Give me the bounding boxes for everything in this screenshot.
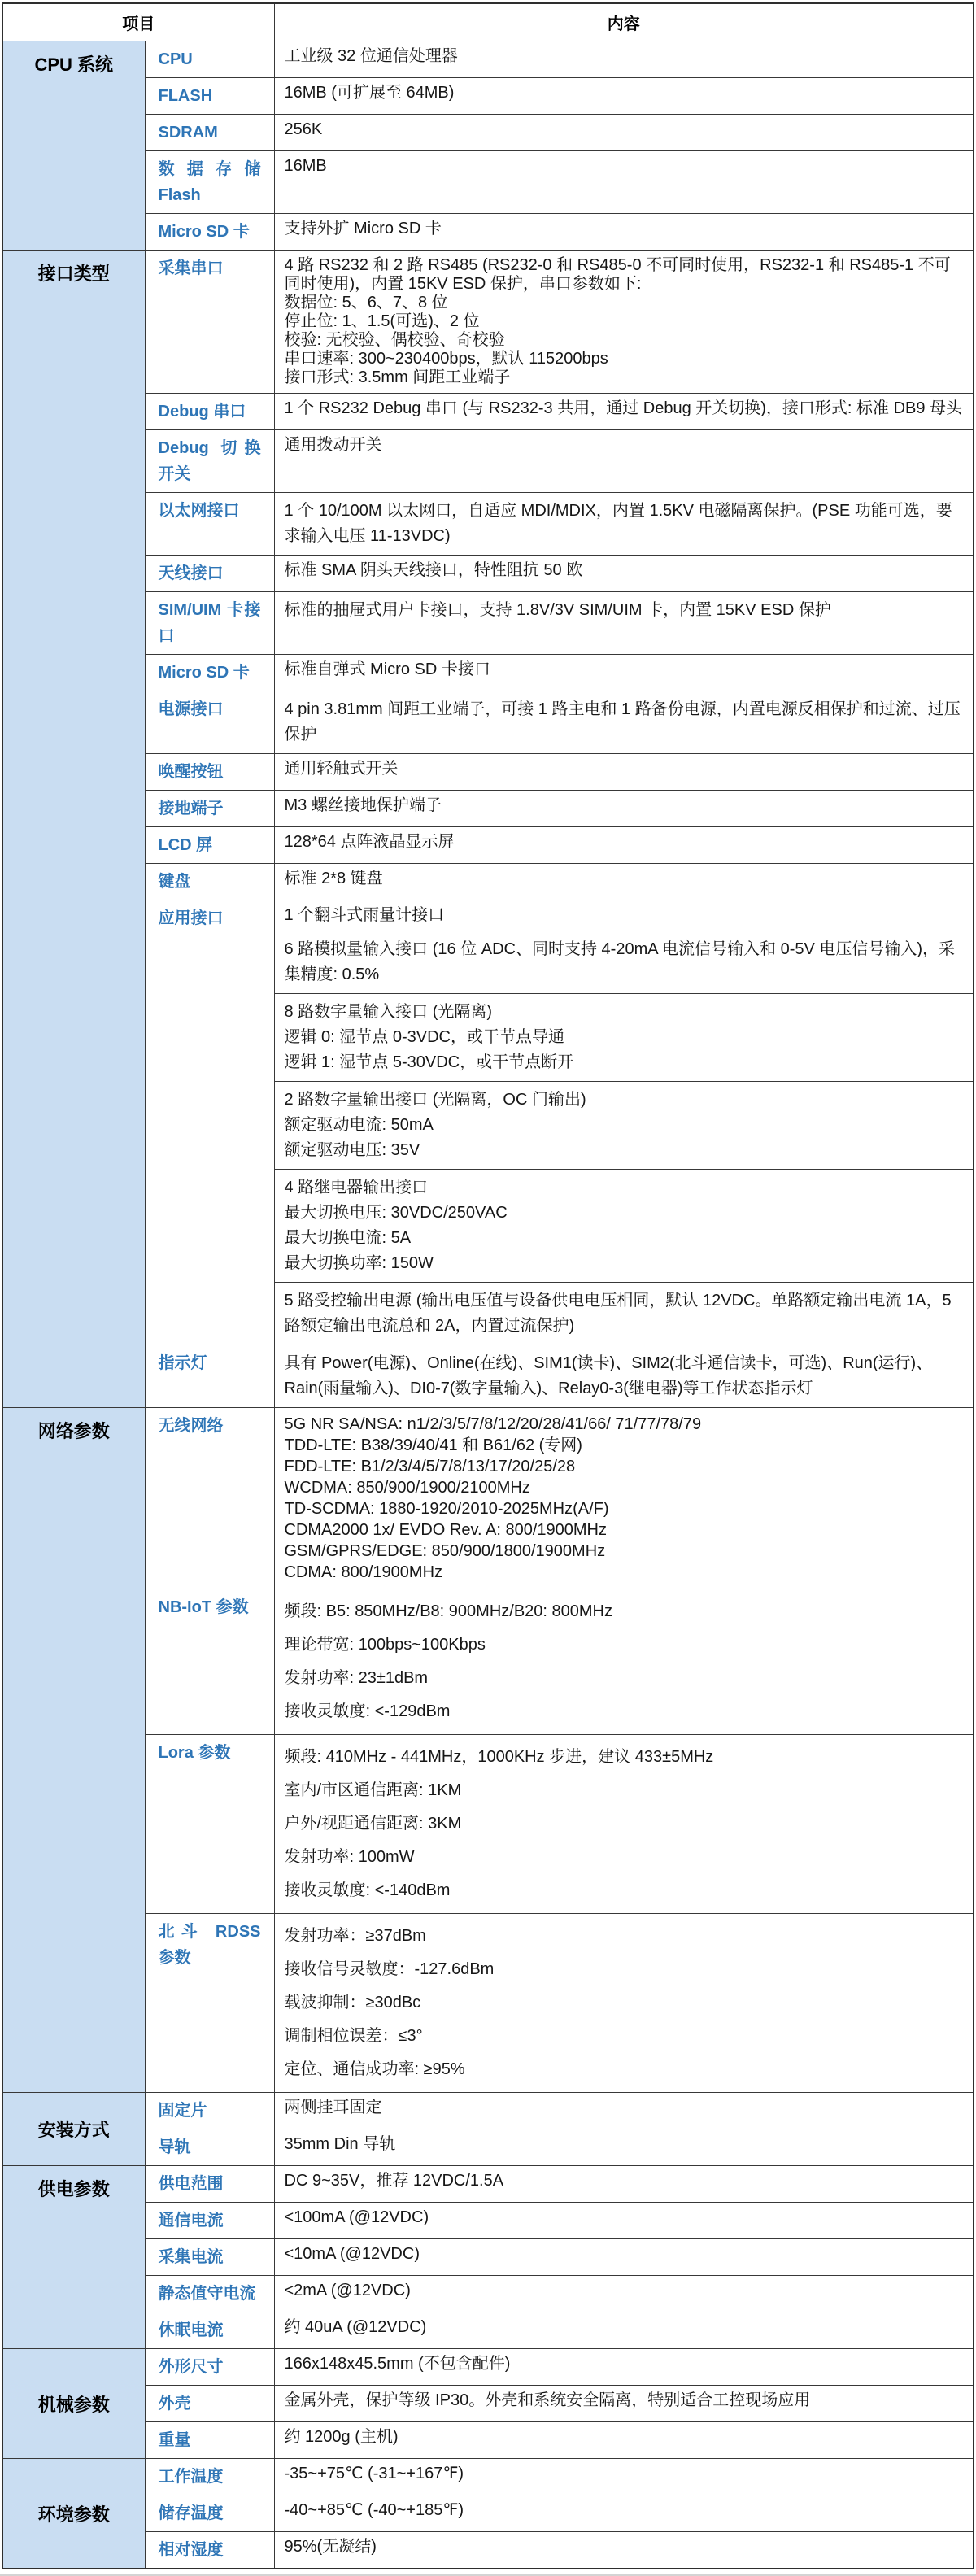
spec-label: 指示灯 <box>145 1345 274 1408</box>
spec-content-cell <box>274 2203 974 2239</box>
spec-line: 接口形式: 3.5mm 间距工业端子 <box>284 368 511 386</box>
spec-label: Debug 串口 <box>145 394 274 430</box>
spec-row <box>2 2386 974 2422</box>
spec-line: CDMA: 800/1900MHz <box>284 1563 443 1581</box>
spec-label: 应用接口 <box>145 900 274 1345</box>
spec-line: CDMA2000 1x/ EVDO Rev. A: 800/1900MHz <box>284 1521 607 1539</box>
spec-line: -40~+85℃ (-40~+185℉) <box>284 2501 464 2519</box>
spec-row <box>2 1408 974 1589</box>
spec-line: <10mA (@12VDC) <box>284 2245 420 2263</box>
spec-line: 6 路模拟量输入接口 (16 位 ADC、同时支持 4-20mA 电流信号输入和 0-5V 电压信号输入)，采集精度: 0.5% <box>284 940 956 983</box>
spec-content-cell <box>274 151 974 214</box>
spec-line: -35~+75℃ (-31~+167℉) <box>284 2465 464 2482</box>
spec-line: 额定驱动电压: 35V <box>284 1141 420 1159</box>
header-content-cell: 内容 <box>274 3 974 41</box>
spec-row <box>2 1914 974 2093</box>
spec-label: NB-IoT 参数 <box>145 1589 274 1735</box>
spec-line: 具有 Power(电源)、Online(在线)、SIM1(读卡)、SIM2(北斗通信读卡，可选)、Run(运行)、Rain(雨量输入)、DI0-7(数字量输入)、Relay0-3(继电器)等工作状态指示灯 <box>284 1354 933 1397</box>
spec-line: 1 个翻斗式雨量计接口 <box>284 906 445 924</box>
spec-line: DC 9~35V，推荐 12VDC/1.5A <box>284 2172 504 2190</box>
spec-line: 校验: 无校验、偶校验、奇校验 <box>284 331 505 349</box>
spec-label: Micro SD 卡 <box>145 655 274 691</box>
spec-line: 逻辑 0: 湿节点 0-3VDC，或干节点导通 <box>284 1028 564 1046</box>
spec-line: 发射功率: 23±1dBm <box>284 1669 429 1687</box>
spec-label: 外壳 <box>145 2386 274 2422</box>
spec-line: 室内/市区通信距离: 1KM <box>284 1781 462 1799</box>
spec-label: 采集电流 <box>145 2239 274 2276</box>
spec-label: 储存温度 <box>145 2495 274 2532</box>
spec-line: 工业级 32 位通信处理器 <box>284 47 458 65</box>
spec-row <box>2 691 974 754</box>
spec-line: 4 路继电器输出接口 <box>284 1179 429 1196</box>
category-cell: 环境参数 <box>2 2459 145 2569</box>
spec-label: SDRAM <box>145 115 274 151</box>
spec-content-cell <box>274 430 974 493</box>
spec-line: 166x148x45.5mm (不包含配件) <box>284 2355 511 2373</box>
spec-line: 标准 2*8 键盘 <box>284 870 383 887</box>
spec-label: Lora 参数 <box>145 1735 274 1914</box>
spec-line: 1 个 10/100M 以太网口，自适应 MDI/MDIX，内置 1.5KV 电磁隔离保护。(PSE 功能可选，要求输入电压 11-13VDC) <box>284 502 952 545</box>
spec-row <box>2 251 974 394</box>
spec-line: 标准 SMA 阴头天线接口，特性阻抗 50 欧 <box>284 561 583 579</box>
spec-label: 接地端子 <box>145 791 274 827</box>
spec-row <box>2 592 974 655</box>
spec-content-cell <box>274 78 974 115</box>
spec-row <box>2 115 974 151</box>
spec-label: FLASH <box>145 78 274 115</box>
spec-row <box>2 864 974 900</box>
category-cell: 供电参数 <box>2 2166 145 2349</box>
spec-line: 标准的抽屉式用户卡接口，支持 1.8V/3V SIM/UIM 卡，内置 15KV ESD 保护 <box>284 601 831 619</box>
spec-line: TDD-LTE: B38/39/40/41 和 B61/62 (专网) <box>284 1436 582 1454</box>
spec-content-cell <box>274 2459 974 2495</box>
spec-line: 接收灵敏度: <-129dBm <box>284 1702 451 1720</box>
spec-line: 95%(无凝结) <box>284 2538 377 2556</box>
spec-line: FDD-LTE: B1/2/3/4/5/7/8/13/17/20/25/28 <box>284 1458 576 1475</box>
spec-label: 工作温度 <box>145 2459 274 2495</box>
category-cell: 网络参数 <box>2 1408 145 2093</box>
category-cell: 接口类型 <box>2 251 145 1408</box>
spec-line: 金属外壳，保护等级 IP30。外壳和系统安全隔离，特别适合工控现场应用 <box>284 2391 811 2409</box>
spec-line: 5 路受控输出电源 (输出电压值与设备供电电压相同，默认 12VDC。单路额定输出电流 1A，5 路额定输出电流总和 2A，内置过流保护) <box>284 1292 952 1335</box>
spec-line: 户外/视距通信距离: 3KM <box>284 1815 462 1833</box>
spec-row <box>2 430 974 493</box>
spec-label: Micro SD 卡 <box>145 214 274 251</box>
spec-content-cell <box>274 394 974 430</box>
spec-line: M3 螺丝接地保护端子 <box>284 796 442 814</box>
spec-content-cell <box>274 900 974 931</box>
spec-label: 天线接口 <box>145 556 274 592</box>
spec-line: 支持外扩 Micro SD 卡 <box>284 220 442 238</box>
spec-content-cell <box>274 2422 974 2459</box>
spec-row <box>2 2203 974 2239</box>
spec-content-cell <box>274 592 974 655</box>
spec-line: 最大切换功率: 150W <box>284 1254 434 1272</box>
spec-content-cell <box>274 827 974 864</box>
spec-content-cell <box>274 2349 974 2386</box>
spec-line: 5G NR SA/NSA: n1/2/3/5/7/8/12/20/28/41/66/ 71/77/78/79 <box>284 1415 702 1433</box>
spec-line: 逻辑 1: 湿节点 5-30VDC，或干节点断开 <box>284 1053 574 1071</box>
spec-row <box>2 214 974 251</box>
spec-row <box>2 1735 974 1914</box>
spec-line: 接收信号灵敏度：-127.6dBm <box>284 1960 495 1978</box>
spec-label: 休眠电流 <box>145 2312 274 2349</box>
spec-row <box>2 2495 974 2532</box>
spec-line: 4 路 RS232 和 2 路 RS485 (RS232-0 和 RS485-0 不可同时使用，RS232-1 和 RS485-1 不可同时使用)，内置 15KV ESD 保护，串口参数如下: <box>284 256 951 293</box>
spec-label: 通信电流 <box>145 2203 274 2239</box>
spec-content-cell <box>274 754 974 791</box>
spec-label: 数据存储 Flash <box>145 151 274 214</box>
spec-line: 理论带宽: 100bps~100Kbps <box>284 1636 486 1654</box>
spec-row <box>2 394 974 430</box>
spec-line: <100mA (@12VDC) <box>284 2208 429 2226</box>
spec-row <box>2 2532 974 2569</box>
spec-line: 最大切换电压: 30VDC/250VAC <box>284 1204 508 1222</box>
spec-label: 以太网接口 <box>145 493 274 556</box>
spec-label: 外形尺寸 <box>145 2349 274 2386</box>
spec-label: 重量 <box>145 2422 274 2459</box>
spec-content-cell <box>274 931 974 994</box>
spec-line: <2mA (@12VDC) <box>284 2282 411 2299</box>
spec-content-cell <box>274 556 974 592</box>
header-item-cell: 项目 <box>2 3 274 41</box>
category-cell: 安装方式 <box>2 2093 145 2166</box>
spec-row <box>2 41 974 78</box>
spec-row <box>2 1345 974 1408</box>
spec-line: 频段: 410MHz - 441MHz，1000KHz 步进，建议 433±5MHz <box>284 1748 714 1766</box>
spec-label: 固定片 <box>145 2093 274 2129</box>
spec-label: 唤醒按钮 <box>145 754 274 791</box>
spec-line: 4 pin 3.81mm 间距工业端子，可接 1 路主电和 1 路备份电源，内置电源反相保护和过流、过压保护 <box>284 700 961 743</box>
spec-content-cell <box>274 2532 974 2569</box>
spec-label: 静态值守电流 <box>145 2276 274 2312</box>
spec-content-cell <box>274 655 974 691</box>
spec-row <box>2 2422 974 2459</box>
spec-line: 载波抑制：≥30dBc <box>284 1994 421 2012</box>
spec-line: 35mm Din 导轨 <box>284 2135 396 2153</box>
spec-row <box>2 2312 974 2349</box>
spec-row <box>2 2239 974 2276</box>
spec-row <box>2 78 974 115</box>
spec-table-body <box>2 41 974 2569</box>
spec-row <box>2 1589 974 1735</box>
spec-content-cell <box>274 1345 974 1408</box>
spec-line: 1 个 RS232 Debug 串口 (与 RS232-3 共用，通过 Debug 开关切换)，接口形式: 标准 DB9 母头 <box>284 399 963 417</box>
spec-label: LCD 屏 <box>145 827 274 864</box>
category-cell: CPU 系统 <box>2 41 145 251</box>
spec-content-cell <box>274 2312 974 2349</box>
spec-line: 8 路数字量输入接口 (光隔离) <box>284 1003 493 1021</box>
spec-label: 相对湿度 <box>145 2532 274 2569</box>
spec-line: 约 1200g (主机) <box>284 2428 399 2446</box>
spec-label: 采集串口 <box>145 251 274 394</box>
spec-line: GSM/GPRS/EDGE: 850/900/1800/1900MHz <box>284 1542 606 1560</box>
spec-content-cell <box>274 1082 974 1170</box>
spec-content-cell <box>274 214 974 251</box>
spec-line: 2 路数字量输出接口 (光隔离，OC 门输出) <box>284 1091 586 1109</box>
category-cell: 机械参数 <box>2 2349 145 2459</box>
spec-content-cell <box>274 1283 974 1345</box>
spec-table <box>2 2 974 2569</box>
spec-content-cell <box>274 994 974 1082</box>
spec-content-cell <box>274 2093 974 2129</box>
spec-line: 16MB (可扩展至 64MB) <box>284 84 455 102</box>
spec-content-cell <box>274 115 974 151</box>
spec-line: 频段: B5: 850MHz/B8: 900MHz/B20: 800MHz <box>284 1602 612 1620</box>
spec-line: 256K <box>284 120 323 138</box>
spec-line: 标准自弹式 Micro SD 卡接口 <box>284 660 490 678</box>
spec-content-cell <box>274 2495 974 2532</box>
spec-row <box>2 900 974 931</box>
spec-label: 无线网络 <box>145 1408 274 1589</box>
spec-line: 接收灵敏度: <-140dBm <box>284 1881 451 1899</box>
spec-label: 导轨 <box>145 2129 274 2166</box>
spec-line: 通用轻触式开关 <box>284 760 399 778</box>
spec-label: 键盘 <box>145 864 274 900</box>
spec-line: 两侧挂耳固定 <box>284 2099 382 2116</box>
spec-line: 定位、通信成功率: ≥95% <box>284 2060 465 2078</box>
spec-row <box>2 556 974 592</box>
spec-line: 16MB <box>284 157 327 175</box>
spec-row <box>2 754 974 791</box>
spec-content-cell <box>274 2386 974 2422</box>
spec-label: 电源接口 <box>145 691 274 754</box>
spec-line: 串口速率: 300~230400bps，默认 115200bps <box>284 350 608 368</box>
spec-content-cell <box>274 2129 974 2166</box>
spec-row <box>2 2459 974 2495</box>
spec-content-cell <box>274 1914 974 2093</box>
spec-line: 最大切换电流: 5A <box>284 1229 412 1247</box>
spec-content-cell <box>274 791 974 827</box>
spec-row <box>2 493 974 556</box>
spec-row <box>2 791 974 827</box>
spec-row <box>2 2166 974 2203</box>
spec-label: SIM/UIM 卡接口 <box>145 592 274 655</box>
spec-content-cell <box>274 1589 974 1735</box>
spec-row <box>2 827 974 864</box>
spec-label: Debug 切换开关 <box>145 430 274 493</box>
spec-content-cell <box>274 1408 974 1589</box>
spec-line: 数据位: 5、6、7、8 位 <box>284 294 448 312</box>
spec-content-cell <box>274 2166 974 2203</box>
spec-content-cell <box>274 2276 974 2312</box>
spec-line: TD-SCDMA: 1880-1920/2010-2025MHz(A/F) <box>284 1500 609 1518</box>
spec-content-cell <box>274 864 974 900</box>
spec-line: 发射功率: 100mW <box>284 1848 415 1866</box>
spec-row <box>2 2093 974 2129</box>
spec-row <box>2 2276 974 2312</box>
spec-line: WCDMA: 850/900/1900/2100MHz <box>284 1479 530 1497</box>
spec-content-cell <box>274 251 974 394</box>
spec-label: 供电范围 <box>145 2166 274 2203</box>
spec-line: 额定驱动电流: 50mA <box>284 1116 434 1134</box>
spec-row <box>2 655 974 691</box>
spec-line: 128*64 点阵液晶显示屏 <box>284 833 455 851</box>
spec-row <box>2 2349 974 2386</box>
spec-row <box>2 151 974 214</box>
spec-label: CPU <box>145 41 274 78</box>
spec-line: 通用拨动开关 <box>284 436 382 454</box>
spec-line: 发射功率：≥37dBm <box>284 1927 426 1945</box>
spec-line: 停止位: 1、1.5(可选)、2 位 <box>284 312 480 330</box>
spec-line: 调制相位误差：≤3° <box>284 2027 423 2045</box>
spec-label: 北斗 RDSS 参数 <box>145 1914 274 2093</box>
spec-content-cell <box>274 493 974 556</box>
spec-line: 约 40uA (@12VDC) <box>284 2318 427 2336</box>
spec-content-cell <box>274 691 974 754</box>
spec-row <box>2 2129 974 2166</box>
spec-content-cell <box>274 1170 974 1283</box>
table-header-row <box>2 3 974 41</box>
spec-content-cell <box>274 1735 974 1914</box>
spec-content-cell <box>274 41 974 78</box>
spec-content-cell <box>274 2239 974 2276</box>
